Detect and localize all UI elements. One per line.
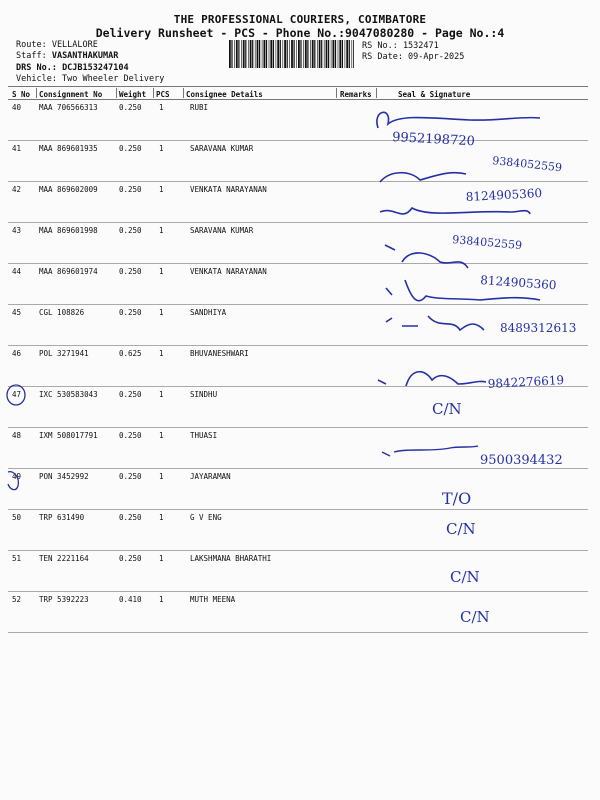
consignee-cell: SARAVANA KUMAR xyxy=(190,144,254,153)
barcode-bar xyxy=(300,40,301,68)
col-divider xyxy=(183,88,184,98)
barcode-bar xyxy=(259,40,260,68)
col-weight: Weight xyxy=(119,90,147,99)
barcode-bar xyxy=(298,40,300,68)
barcode-bar xyxy=(296,40,297,68)
consignment-cell: PON 3452992 xyxy=(39,472,89,481)
table-row xyxy=(0,387,600,428)
barcode-bar xyxy=(352,40,353,68)
barcode-bar xyxy=(229,40,231,68)
col-consignee: Consignee Details xyxy=(186,90,263,99)
weight-cell: 0.250 xyxy=(119,472,142,481)
barcode-bar xyxy=(326,40,328,68)
pcs-cell: 1 xyxy=(159,431,164,440)
consignee-cell: SARAVANA KUMAR xyxy=(190,226,254,235)
barcode-bar xyxy=(270,40,272,68)
weight-cell: 0.410 xyxy=(119,595,142,604)
barcode-bar xyxy=(333,40,335,68)
sno-cell: 45 xyxy=(12,308,22,317)
table-row xyxy=(0,510,600,551)
consignment-cell: MAA 869601974 xyxy=(39,267,98,276)
barcode-bar xyxy=(264,40,266,68)
col-remarks: Remarks xyxy=(340,90,372,99)
weight-cell: 0.250 xyxy=(119,308,142,317)
barcode-bar xyxy=(335,40,336,68)
barcode-bar xyxy=(245,40,246,68)
barcode-bar xyxy=(321,40,322,68)
vehicle: Vehicle: Two Wheeler Delivery xyxy=(16,74,165,84)
handwritten-note: C/N xyxy=(446,520,476,538)
sno-cell: 44 xyxy=(12,267,22,276)
table-row xyxy=(0,551,600,592)
barcode-bar xyxy=(312,40,314,68)
barcode-bar xyxy=(287,40,288,68)
consignment-cell: IXC 530583043 xyxy=(39,390,98,399)
col-signature: Seal & Signature xyxy=(398,90,471,99)
consignment-cell: TRP 5392223 xyxy=(39,595,89,604)
handwritten-phone: 9842276619 xyxy=(487,373,565,391)
barcode-bar xyxy=(338,40,339,68)
consignment-cell: CGL 108826 xyxy=(39,308,85,317)
col-divider xyxy=(336,88,337,98)
barcode xyxy=(229,40,354,68)
weight-cell: 0.250 xyxy=(119,185,142,194)
barcode-bar xyxy=(303,40,304,68)
handwritten-note: C/N xyxy=(450,568,480,586)
consignee-cell: BHUVANESHWARI xyxy=(190,349,249,358)
col-divider xyxy=(153,88,154,98)
handwritten-phone: 8124905360 xyxy=(465,186,543,204)
barcode-bar xyxy=(294,40,295,68)
consignee-cell: VENKATA NARAYANAN xyxy=(190,267,267,276)
barcode-bar xyxy=(255,40,256,68)
pcs-cell: 1 xyxy=(159,554,164,563)
consignment-cell: MAA 869601935 xyxy=(39,144,98,153)
weight-cell: 0.250 xyxy=(119,513,142,522)
consignment-cell: MAA 869602009 xyxy=(39,185,98,194)
barcode-bar xyxy=(291,40,293,68)
barcode-bar xyxy=(314,40,315,68)
col-sno: S No xyxy=(12,90,31,99)
barcode-bar xyxy=(310,40,311,68)
table-row xyxy=(0,346,600,387)
table-row xyxy=(0,592,600,633)
col-divider xyxy=(116,88,117,98)
company-title: THE PROFESSIONAL COURIERS, COIMBATORE xyxy=(173,13,427,26)
barcode-bar xyxy=(339,40,341,68)
consignment-cell: MAA 706566313 xyxy=(39,103,98,112)
consignment-cell: TRP 631490 xyxy=(39,513,85,522)
consignment-cell: TEN 2221164 xyxy=(39,554,89,563)
weight-cell: 0.250 xyxy=(119,226,142,235)
sno-cell: 51 xyxy=(12,554,22,563)
staff-name: VASANTHAKUMAR xyxy=(51,51,119,61)
barcode-bar xyxy=(266,40,267,68)
handwritten-note: C/N xyxy=(432,400,462,418)
pcs-cell: 1 xyxy=(159,349,164,358)
table-row xyxy=(0,469,600,510)
barcode-bar xyxy=(280,40,281,68)
consignee-cell: RUBI xyxy=(190,103,209,112)
col-consignment: Consignment No xyxy=(39,90,103,99)
barcode-bar xyxy=(238,40,239,68)
barcode-bar xyxy=(284,40,286,68)
pcs-cell: 1 xyxy=(159,103,164,112)
barcode-bar xyxy=(250,40,252,68)
barcode-bar xyxy=(328,40,329,68)
barcode-bar xyxy=(346,40,348,68)
handwritten-phone: 8124905360 xyxy=(479,273,557,293)
handwritten-note: T/O xyxy=(442,489,472,508)
rs-date: RS Date: 09-Apr-2025 xyxy=(362,52,465,62)
barcode-bar xyxy=(353,40,354,68)
staff: Staff: VASANTHAKUMAR xyxy=(16,51,119,61)
barcode-bar xyxy=(317,40,318,68)
sno-cell: 40 xyxy=(12,103,22,112)
consignee-cell: G V ENG xyxy=(190,513,222,522)
barcode-bar xyxy=(276,40,277,68)
weight-cell: 0.250 xyxy=(119,144,142,153)
table-row xyxy=(0,305,600,346)
weight-cell: 0.625 xyxy=(119,349,142,358)
sno-cell: 49 xyxy=(12,472,22,481)
pcs-cell: 1 xyxy=(159,595,164,604)
barcode-bar xyxy=(257,40,259,68)
table-row xyxy=(0,100,600,141)
runsheet-subtitle: Delivery Runsheet - PCS - Phone No.:9047080280 - Page No.:4 xyxy=(95,26,505,40)
barcode-bar xyxy=(342,40,343,68)
handwritten-phone: 9952198720 xyxy=(391,130,476,150)
pcs-cell: 1 xyxy=(159,144,164,153)
barcode-bar xyxy=(273,40,274,68)
barcode-bar xyxy=(231,40,232,68)
weight-cell: 0.250 xyxy=(119,390,142,399)
barcode-bar xyxy=(236,40,238,68)
consignee-cell: LAKSHMANA BHARATHI xyxy=(190,554,272,563)
barcode-bar xyxy=(243,40,245,68)
pcs-cell: 1 xyxy=(159,226,164,235)
barcode-bar xyxy=(248,40,249,68)
consignment-cell: IXM 508017791 xyxy=(39,431,98,440)
sno-cell: 42 xyxy=(12,185,22,194)
consignment-cell: POL 3271941 xyxy=(39,349,89,358)
consignee-cell: MUTH MEENA xyxy=(190,595,236,604)
col-pcs: PCS xyxy=(156,90,170,99)
consignment-cell: MAA 869601998 xyxy=(39,226,98,235)
barcode-bar xyxy=(319,40,321,68)
sno-cell: 52 xyxy=(12,595,22,604)
table-row xyxy=(0,223,600,264)
barcode-bar xyxy=(307,40,308,68)
table-row xyxy=(0,428,600,469)
barcode-bar xyxy=(283,40,284,68)
row-rule xyxy=(8,632,588,633)
barcode-bar xyxy=(289,40,290,68)
sno-cell: 41 xyxy=(12,144,22,153)
sno-cell: 47 xyxy=(12,390,22,399)
barcode-bar xyxy=(277,40,279,68)
barcode-bar xyxy=(305,40,307,68)
drs-number: DRS No.: DCJB153247104 xyxy=(16,63,129,73)
handwritten-phone: 9384052559 xyxy=(451,233,523,253)
handwritten-phone: 9384052559 xyxy=(491,154,563,175)
pcs-cell: 1 xyxy=(159,267,164,276)
pcs-cell: 1 xyxy=(159,308,164,317)
rs-number: RS No.: 1532471 xyxy=(362,41,439,51)
barcode-bar xyxy=(252,40,253,68)
barcode-bar xyxy=(324,40,325,68)
weight-cell: 0.250 xyxy=(119,103,142,112)
table-row xyxy=(0,182,600,223)
weight-cell: 0.250 xyxy=(119,554,142,563)
handwritten-phone: 8489312613 xyxy=(500,321,577,335)
pcs-cell: 1 xyxy=(159,513,164,522)
consignee-cell: JAYARAMAN xyxy=(190,472,231,481)
barcode-bar xyxy=(349,40,350,68)
sno-cell: 50 xyxy=(12,513,22,522)
col-divider xyxy=(376,88,377,98)
barcode-bar xyxy=(331,40,332,68)
consignee-cell: VENKATA NARAYANAN xyxy=(190,185,267,194)
pcs-cell: 1 xyxy=(159,472,164,481)
handwritten-note: C/N xyxy=(460,608,490,626)
pcs-cell: 1 xyxy=(159,185,164,194)
consignee-cell: THUASI xyxy=(190,431,218,440)
sno-cell: 48 xyxy=(12,431,22,440)
consignee-cell: SINDHU xyxy=(190,390,218,399)
sno-cell: 46 xyxy=(12,349,22,358)
sno-cell: 43 xyxy=(12,226,22,235)
col-divider xyxy=(36,88,37,98)
barcode-bar xyxy=(269,40,270,68)
consignee-cell: SANDHIYA xyxy=(190,308,227,317)
route: Route: VELLALORE xyxy=(16,40,98,50)
barcode-bar xyxy=(262,40,263,68)
barcode-bar xyxy=(234,40,235,68)
handwritten-phone: 9500394432 xyxy=(480,453,563,468)
barcode-bar xyxy=(241,40,242,68)
barcode-bar xyxy=(345,40,346,68)
header-top-rule xyxy=(8,86,588,87)
table-row xyxy=(0,141,600,182)
table-row xyxy=(0,264,600,305)
pcs-cell: 1 xyxy=(159,390,164,399)
weight-cell: 0.250 xyxy=(119,431,142,440)
weight-cell: 0.250 xyxy=(119,267,142,276)
